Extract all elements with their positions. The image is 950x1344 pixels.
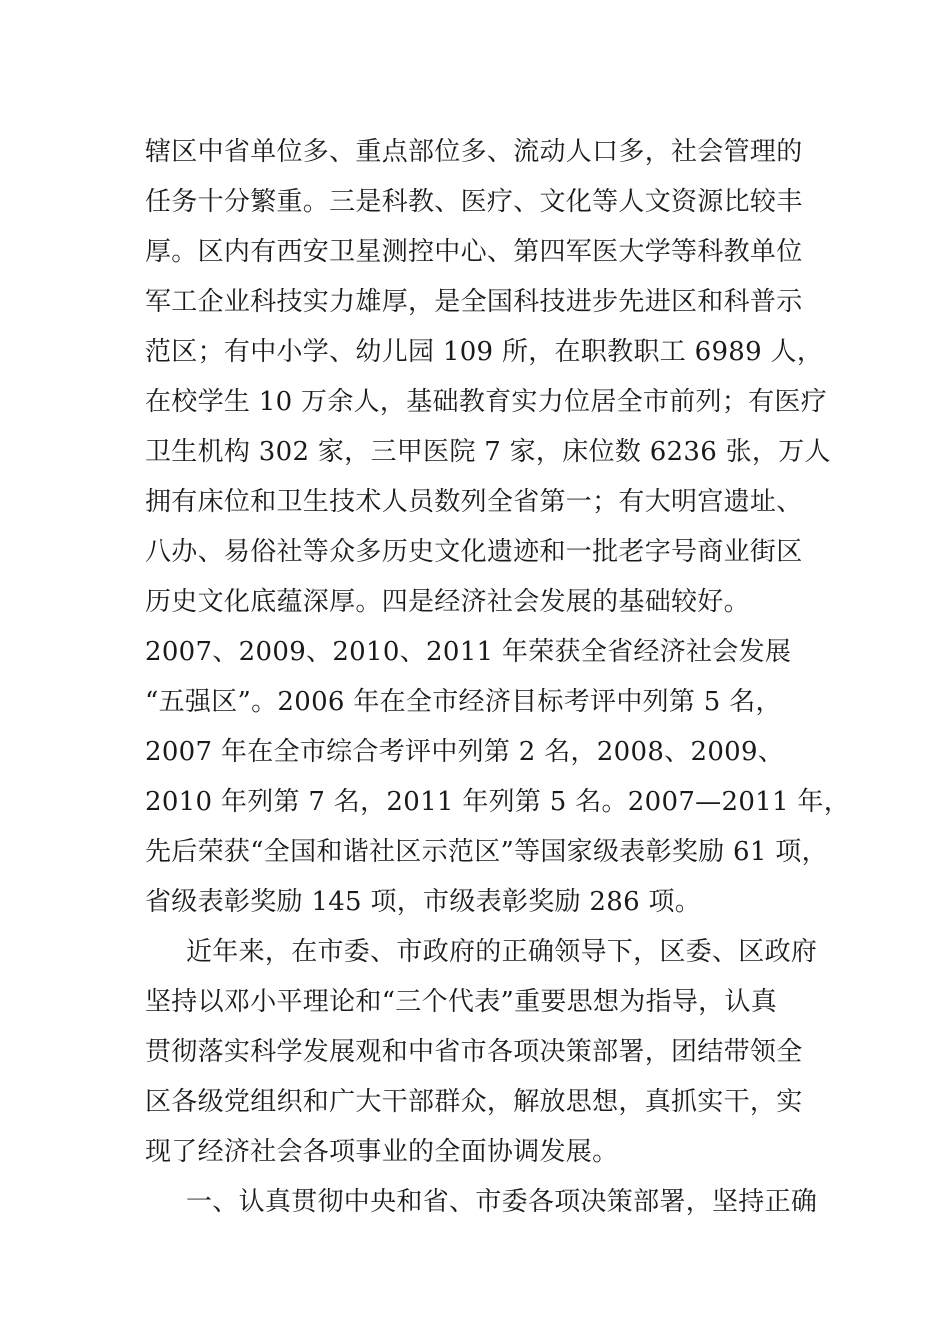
text-line: 区各级党组织和广大干部群众，解放思想，真抓实干，实 [145,1087,803,1117]
text-line: 辖区中省单位多、重点部位多、流动人口多，社会管理的 [145,137,803,167]
text-line: 任务十分繁重。三是科教、医疗、文化等人文资源比较丰 [145,187,803,217]
text-line: 拥有床位和卫生技术人员数列全省第一；有大明宫遗址、 [145,487,803,517]
text-line: 现了经济社会各项事业的全面协调发展。 [145,1137,619,1167]
paragraph-first-line: 近年来，在市委、市政府的正确领导下，区委、区政府 [186,937,818,967]
text-line: 卫生机构 302 家，三甲医院 7 家，床位数 6236 张，万人 [145,437,831,467]
text-line: 坚持以邓小平理论和“三个代表”重要思想为指导，认真 [145,987,778,1017]
text-line: 2007 年在全市综合考评中列第 2 名，2008、2009、 [145,737,785,767]
text-line: 历史文化底蕴深厚。四是经济社会发展的基础较好。 [145,587,750,617]
text-line: 在校学生 10 万余人，基础教育实力位居全市前列；有医疗 [145,387,828,417]
text-line: “五强区”。2006 年在全市经济目标考评中列第 5 名， [145,687,782,717]
text-line: 先后荣获“全国和谐社区示范区”等国家级表彰奖励 61 项， [145,837,828,867]
text-line: 贯彻落实科学发展观和中省市各项决策部署，团结带领全 [145,1037,803,1067]
text-line: 范区；有中小学、幼儿园 109 所，在职教职工 6989 人， [145,337,824,367]
text-line: 省级表彰奖励 145 项，市级表彰奖励 286 项。 [145,887,702,917]
text-line: 2010 年列第 7 名，2011 年列第 5 名。2007—2011 年， [145,787,851,817]
text-line: 军工企业科技实力雄厚，是全国科技进步先进区和科普示 [145,287,803,317]
text-line: 2007、2009、2010、2011 年荣获全省经济社会发展 [145,637,792,667]
text-line: 八办、易俗社等众多历史文化遗迹和一批老字号商业街区 [145,537,803,567]
text-line: 厚。区内有西安卫星测控中心、第四军医大学等科教单位 [145,237,803,267]
section-heading-line: 一、认真贯彻中央和省、市委各项决策部署，坚持正确 [186,1187,818,1217]
